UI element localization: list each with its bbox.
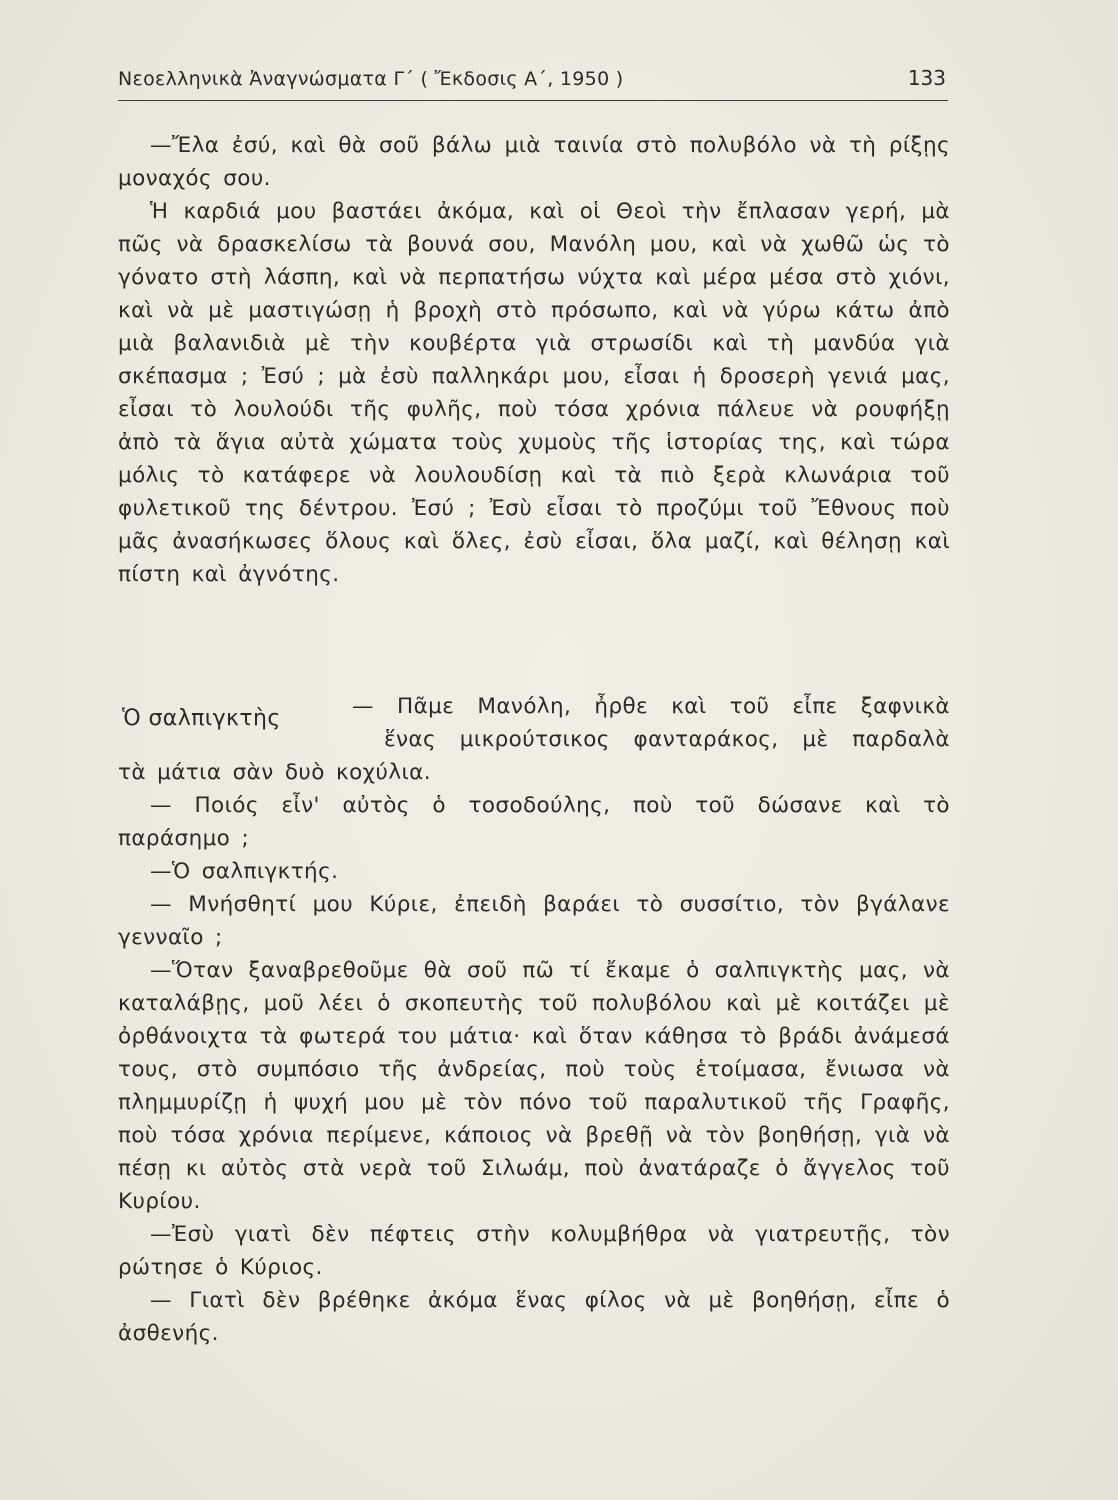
header-title: Νεοελληνικὰ Ἀναγνώσματα Γ΄ ( Ἔκδοσις Α΄, 1950 ): [118, 68, 624, 90]
paragraph: τὰ μάτια σὰν δυὸ κοχύλια.: [118, 760, 431, 785]
page-number: 133: [907, 66, 946, 90]
paragraph: — Μνήσθητί μου Κύριε, ἐπειδὴ βαράει τὸ συσσίτιο, τὸν βγάλανε γενναῖο ;: [118, 892, 950, 950]
paragraph: — Ποιός εἶν' αὐτὸς ὁ τοσοδούλης, ποὺ τοῦ δώσανε καὶ τὸ παράσημο ;: [118, 793, 950, 851]
section-opening-lines: [352, 690, 950, 756]
section-opening-line: — Πᾶμε Μανόλη, ἦρθε καὶ τοῦ εἶπε ξαφνικὰ: [352, 694, 950, 719]
paragraph: —Ὅταν ξαναβρεθοῦμε θὰ σοῦ πῶ τί ἔκαμε ὁ σαλπιγκτὴς μας, νὰ καταλάβῃς, μοῦ λέει ὁ σκοπευτὴς τοῦ πολυβόλου καὶ μὲ κοιτάζει μὲ ὀρθάνοιχτα τὰ φωτερά του μάτια· καὶ ὅταν κάθησα τὸ βράδι ἀνάμεσά τους, στὸ συμπόσιο τῆς ἀνδρείας, ποὺ τοὺς ἑτοίμασα, ἔνιωσα νὰ πλημμυρίζῃ ἡ ψυχή μου μὲ τὸν πόνο τοῦ παραλυτικοῦ τῆς Γραφῆς, ποὺ τόσα χρόνια περίμενε, κάποιος νὰ βρεθῇ νὰ τὸν βοηθήσῃ, γιὰ νὰ πέσῃ κι αὐτὸς στὰ νερὰ τοῦ Σιλωάμ, ποὺ ἀνατάραζε ὁ ἄγγελος τοῦ Κυρίου.: [118, 958, 950, 1214]
section-opening-line: ἕνας μικρούτσικος φανταράκος, μὲ παρδαλὰ: [384, 727, 950, 752]
text-block-top: [118, 129, 950, 591]
text-block-bottom: [118, 756, 950, 1350]
paragraph: —Ὁ σαλπιγκτής.: [150, 859, 339, 884]
section-heading: Ὁ σαλπιγκτὴς: [122, 706, 281, 731]
paragraph: —Ἐσὺ γιατὶ δὲν πέφτεις στὴν κολυμβήθρα νὰ γιατρευτῇς, τὸν ρώτησε ὁ Κύριος.: [118, 1222, 950, 1280]
paragraph: —Ἔλα ἐσύ, καὶ θὰ σοῦ βάλω μιὰ ταινία στὸ πολυβόλο νὰ τὴ ρίξῃς μοναχός σου.: [118, 133, 950, 191]
paragraph: — Γιατὶ δὲν βρέθηκε ἀκόμα ἕνας φίλος νὰ μὲ βοηθήσῃ, εἶπε ὁ ἀσθενής.: [118, 1288, 950, 1346]
running-header: [118, 64, 948, 101]
paragraph: Ἡ καρδιά μου βαστάει ἀκόμα, καὶ οἱ Θεοὶ τὴν ἔπλασαν γερή, μὰ πῶς νὰ δρασκελίσω τὰ βουνά σου, Μανόλη μου, καὶ νὰ χωθῶ ὡς τὸ γόνατο στὴ λάσπη, καὶ νὰ περπατήσω νύχτα καὶ μέρα μέσα στὸ χιόνι, καὶ νὰ μὲ μαστιγώσῃ ἡ βροχὴ στὸ πρόσωπο, καὶ νὰ γύρω κάτω ἀπὸ μιὰ βαλανιδιὰ μὲ τὴν κουβέρτα γιὰ στρωσίδι καὶ τὴ μανδύα γιὰ σκέπασμα ; Ἐσύ ; μὰ ἐσὺ παλληκάρι μου, εἶσαι ἡ δροσερὴ γενιά μας, εἶσαι τὸ λουλούδι τῆς φυλῆς, ποὺ τόσα χρόνια πάλευε νὰ ρουφήξῃ ἀπὸ τὰ ἅγια αὐτὰ χώματα τοὺς χυμοὺς τῆς ἱστορίας της, καὶ τώρα μόλις τὸ κατάφερε νὰ λουλουδίσῃ καὶ τὰ πιὸ ξερὰ κλωνάρια τοῦ φυλετικοῦ της δέντρου. Ἐσύ ; Ἐσὺ εἶσαι τὸ προζύμι τοῦ Ἔθνους ποὺ μᾶς ἀνασήκωσες ὅλους καὶ ὅλες, ἐσὺ εἶσαι, ὅλα μαζί, καὶ θέλησῃ καὶ πίστη καὶ ἀγνότης.: [118, 199, 950, 587]
